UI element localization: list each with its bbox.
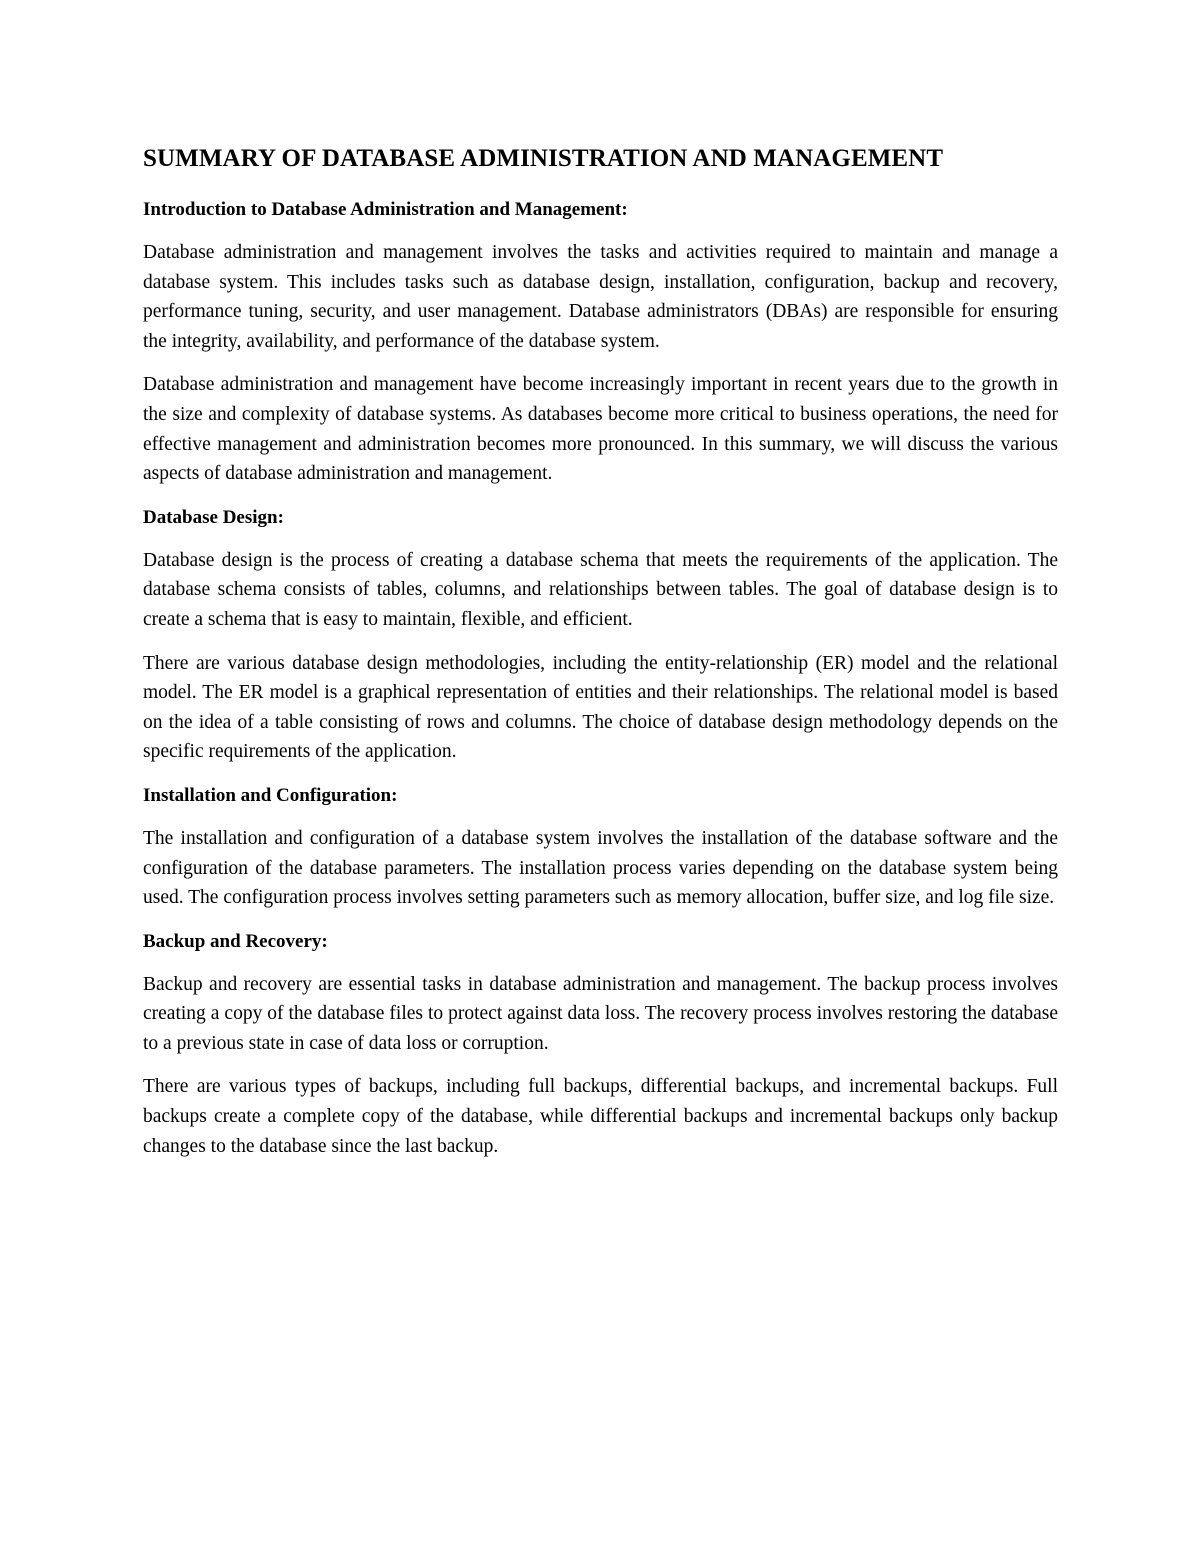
paragraph: There are various database design methodologies, including the entity-relationship (ER) model and the relational model. The ER model is a graphical representation of entities and their relationships. The relational model is based on the idea of a table consisting of rows and columns. The choice of database design methodology depends on the specific requirements of the application. <box>143 652 1058 763</box>
paragraph: Backup and recovery are essential tasks in database administration and management. The backup process involves creating a copy of the database files to protect against data loss. The recovery process involves restoring the database to a previous state in case of data loss or corruption. <box>143 973 1058 1054</box>
paragraph: Database administration and management involves the tasks and activities required to maintain and manage a database system. This includes tasks such as database design, installation, configuration, backup and recovery, performance tuning, security, and user management. Database administrators (DBAs) are responsible for ensuring the integrity, availability, and performance of the database system. <box>143 242 1058 352</box>
paragraph: There are various types of backups, including full backups, differential backups, and incremental backups. Full backups create a complete copy of the database, while differential backups and incremental backups only backup changes to the database since the last backup. <box>143 1076 1058 1157</box>
paragraph: Database administration and management have become increasingly important in recent years due to the growth in the size and complexity of database systems. As databases become more critical to business operations, the need for effective management and administration becomes more pronounced. In this summary, we will discuss the various aspects of database administration and management. <box>143 374 1058 485</box>
section-heading: Backup and Recovery: <box>143 930 328 952</box>
section-introduction <box>143 195 1058 489</box>
paragraph: The installation and configuration of a database system involves the installation of the database software and the configuration of the database parameters. The installation process varies depending on the database system being used. The configuration process involves setting parameters such as memory allocation, buffer size, and log file size. <box>143 827 1058 909</box>
section-installation-configuration <box>143 781 1058 913</box>
section-heading: Installation and Configuration: <box>143 784 398 806</box>
section-heading: Database Design: <box>143 506 284 528</box>
paragraph: Database design is the process of creating a database schema that meets the requirements of the application. The database schema consists of tables, columns, and relationships between tables. The goal of database design is to create a schema that is easy to maintain, flexible, and efficient. <box>143 549 1058 630</box>
section-heading: Introduction to Database Administration and Management: <box>143 199 628 220</box>
document-page <box>143 143 1058 1175</box>
document-title: SUMMARY OF DATABASE ADMINISTRATION AND MANAGEMENT <box>143 145 944 172</box>
section-database-design <box>143 503 1058 767</box>
section-backup-recovery <box>143 927 1058 1162</box>
